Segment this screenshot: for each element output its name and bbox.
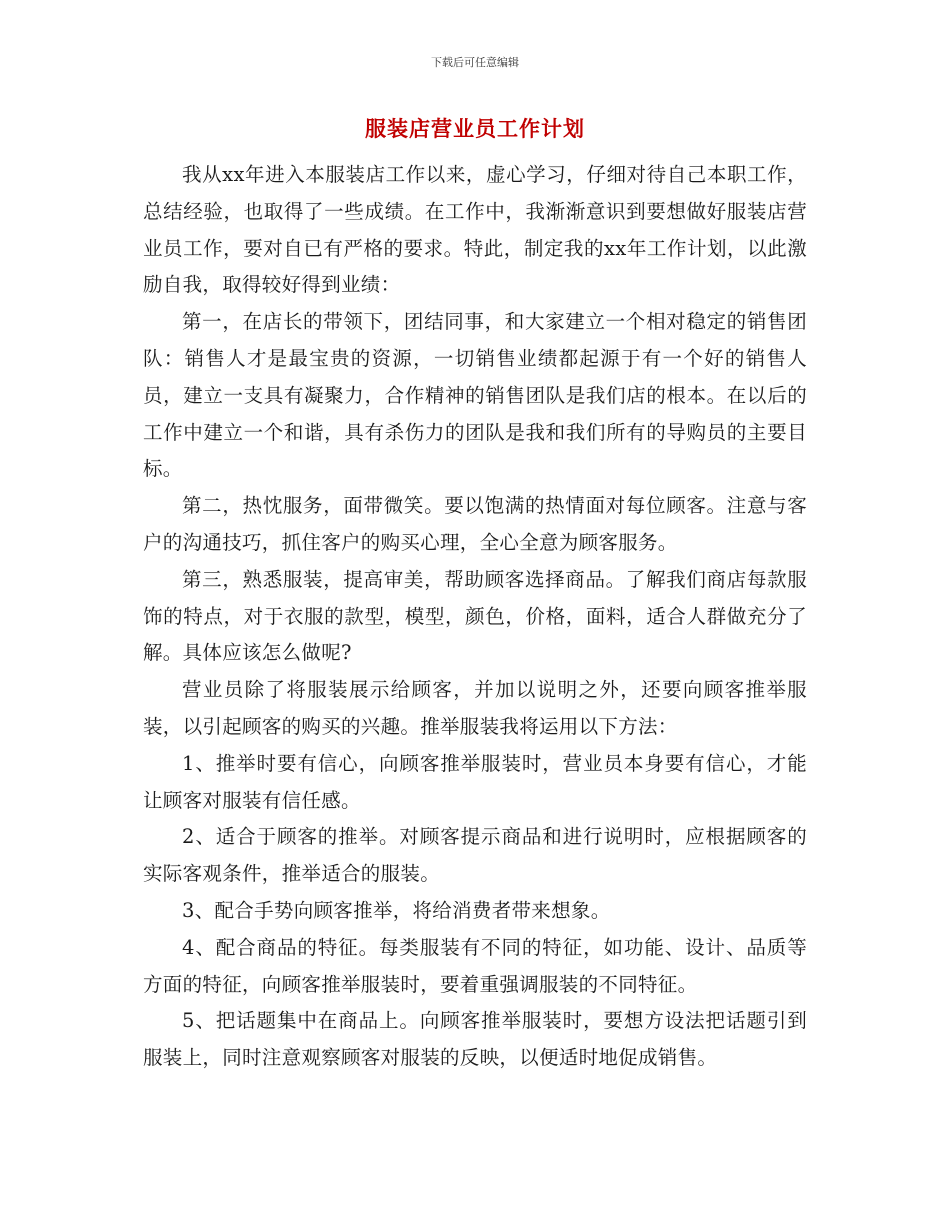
paragraph-intro: 我从xx年进入本服装店工作以来，虚心学习，仔细对待自己本职工作，总结经验，也取得了一些成绩。在工作中，我渐渐意识到要想做好服装店营业员工作，要对自已有严格的要求。特此，制定我的xx年工作计划，以此激励自我，取得较好得到业绩： (143, 163, 807, 297)
document-title: 服装店营业员工作计划 (365, 117, 585, 141)
paragraph-method-1: 1、推举时要有信心，向顾客推举服装时，营业员本身要有信心，才能让顾客对服装有信任感。 (143, 751, 807, 812)
paragraph-methods-intro: 营业员除了将服装展示给顾客，并加以说明之外，还要向顾客推举服装，以引起顾客的购买的兴趣。推举服装我将运用以下方法： (143, 678, 807, 738)
paragraph-first: 第一，在店长的带领下，团结同事，和大家建立一个相对稳定的销售团队：销售人才是最宝贵的资源，一切销售业绩都起源于有一个好的销售人员，建立一支具有凝聚力，合作精神的销售团队是我们店的根本。在以后的工作中建立一个和谐，具有杀伤力的团队是我和我们所有的导购员的主要目标。 (143, 310, 807, 481)
document-body (143, 157, 807, 1077)
paragraph-third: 第三，熟悉服装，提高审美，帮助顾客选择商品。了解我们商店每款服饰的特点，对于衣服的款型，模型，颜色，价格，面料，适合人群做充分了解。具体应该怎么做呢? (143, 567, 807, 665)
paragraph-method-4: 4、配合商品的特征。每类服装有不同的特征，如功能、设计、品质等方面的特征，向顾客推举服装时，要着重强调服装的不同特征。 (143, 935, 807, 996)
header-note: 下载后可任意编辑 (431, 56, 519, 69)
paragraph-method-3: 3、配合手势向顾客推举，将给消费者带来想象。 (182, 898, 611, 922)
paragraph-method-2: 2、适合于顾客的推举。对顾客提示商品和进行说明时，应根据顾客的实际客观条件，推举适合的服装。 (143, 825, 807, 886)
paragraph-method-5: 5、把话题集中在商品上。向顾客推举服装时，要想方设法把话题引到服装上，同时注意观察顾客对服装的反映，以便适时地促成销售。 (143, 1009, 807, 1070)
paragraph-second: 第二，热忱服务，面带微笑。要以饱满的热情面对每位顾客。注意与客户的沟通技巧，抓住客户的购买心理，全心全意为顾客服务。 (143, 494, 807, 554)
